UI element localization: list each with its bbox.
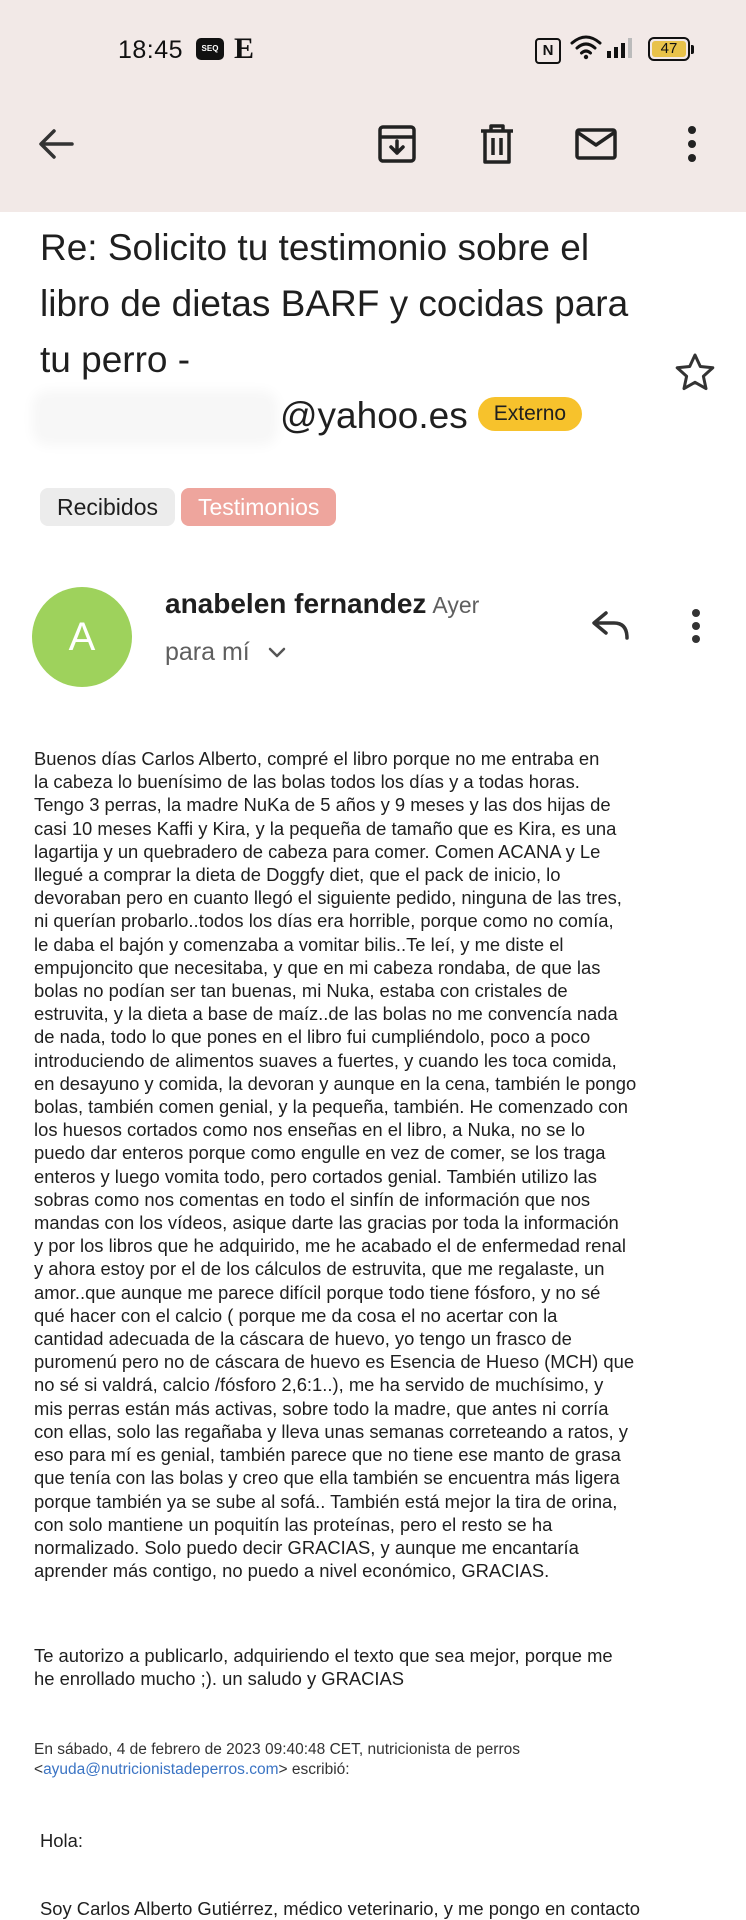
quoted-header: En sábado, 4 de febrero de 2023 09:40:48 CET, nutricionista de perros <ayuda@nutricionistadeperros.com> escribió: — [34, 1741, 520, 1778]
redacted-sender-address — [40, 398, 270, 438]
more-vertical-icon — [686, 125, 698, 163]
star-icon — [674, 352, 716, 392]
message-more-button[interactable] — [690, 608, 702, 649]
sender-domain: @yahoo.es — [280, 395, 468, 436]
wifi-icon — [570, 34, 602, 60]
email-body-paragraph: Buenos días Carlos Alberto, compré el libro porque no me entraba en la cabeza lo buenísimo de las bolas todos los días y a todas horas. Tengo 3 perras, la madre NuKa de 5 años y 9 meses y las dos hijas de casi 10 meses Kaffi y Kira, y la pequeña de tamaño que es Kira, es una lagartija y un quebradero de cabeza para comer. Comen ACANA y Le llegué a comprar la dieta de Doggfy diet, que el pack de inicio, lo devoraban pero en cuanto llegó el siguiente pedido, ninguna de las tres, ni querían probarlo..todos los días era horrible, porque como no comía, le daba el bajón y comenzaba a vomitar bilis..Te leí, y me diste el empujoncito que necesitaba, y que en mi cabeza rondaba, de que las bolas no podían ser tan buenas, mi Nuka, estaba con cristales de estruvita, y la dieta a base de maíz..de las bolas no me convencía nada de nada, todo lo que pones en el libro fui cumpliéndolo, poco a poco introduciendo de alimentos suaves a fuertes, y cuando les toca comida, en desayuno y comida, la devoran y aunque en la cena, también le pongo bolas, también comen genial, y la pequeña, también. He comenzado con los huesos cortados como nos enseñas en el libro, a Nuka, no se lo puedo dar enteros porque como engulle en vez de comer, se los traga enteros y luego vomita todo, pero cortados genial. También utilizo las sobras como nos comentas en todo el sinfín de información que nos mandas con los vídeos, asique darte las gracias por toda la información y por los libros que he adquirido, me he acabado el de enfermedad renal y ahora estoy por el de los cálculos de estruvita, que me regalaste, un amor..que aunque me parece difícil porque todo tiene fósforo, y no sé qué hacer con el calcio ( porque me da cosa el no acertar con la cantidad adecuada de la cáscara de huevo, yo tengo un frasco de puromenú pero no de cáscara de huevo es Esencia de Hueso (MCH) que no sé si valdrá, calcio /fósforo 2,6:1..), me ha servido de muchísimo, y mis perras están más activas, sobre todo la madre, que antes ni corría con ellas, solo las regañaba y lleva unas semanas correteando a ratos, y eso para mí es genial, también parece que no tiene ese manto de grasa que tenía con las bolas y creo que ella también se encuentra más ligera porque también ya se sube al sofá.. También está mejor la tira de orina, con solo mantiene un poquitín las proteínas, pero el resto se ha normalizado. Solo puedo decir GRACIAS, y aunque me encantaría aprender más contigo, no puedo a nivel económico, GRACIAS. — [34, 748, 637, 1582]
battery-icon — [648, 37, 690, 61]
status-bar — [0, 0, 746, 100]
status-time: 18:45 — [118, 36, 184, 64]
more-options-button[interactable] — [668, 120, 716, 168]
reply-button[interactable] — [590, 608, 632, 647]
sender-name: anabelen fernandez — [165, 588, 427, 619]
quote-email-link[interactable]: ayuda@nutricionistadeperros.com — [43, 1761, 279, 1778]
email-subject — [40, 220, 640, 444]
battery-level: 47 — [660, 40, 678, 57]
archive-button[interactable] — [373, 120, 421, 168]
star-button[interactable] — [674, 352, 716, 397]
delete-button[interactable] — [473, 120, 521, 168]
back-button[interactable] — [32, 120, 80, 168]
subject-text: Re: Solicito tu testimonio sobre el libro de dietas BARF y cocidas para tu perro - — [40, 227, 629, 380]
more-vertical-icon — [690, 608, 702, 644]
email-body-authorization: Te autorizo a publicarlo, adquiriendo el texto que sea mejor, porque me he enrollado mucho ;). un saludo y GRACIAS — [34, 1645, 613, 1690]
top-app-bar — [0, 0, 746, 212]
signal-icon — [606, 36, 636, 60]
email-time: Ayer — [432, 592, 480, 618]
label-chips — [40, 488, 342, 526]
quoted-greeting: Hola: — [40, 1830, 83, 1851]
mail-icon — [574, 127, 618, 161]
seq-app-icon: SEQ — [196, 38, 224, 60]
quote-header-text: En sábado, 4 de febrero de 2023 09:40:48 CET, nutricionista de perros — [34, 1741, 520, 1758]
sender-avatar[interactable]: A — [32, 587, 132, 687]
trash-icon — [478, 123, 516, 165]
label-chip-inbox[interactable]: Recibidos — [40, 488, 175, 526]
recipient-label: para mí — [165, 638, 250, 666]
arrow-left-icon — [37, 127, 75, 161]
label-chip-testimonios[interactable]: Testimonios — [181, 488, 336, 526]
mark-unread-button[interactable] — [572, 120, 620, 168]
archive-icon — [376, 123, 418, 165]
reply-icon — [590, 608, 632, 642]
nfc-icon: N — [535, 38, 561, 64]
external-badge: Externo — [478, 397, 582, 431]
sender-line — [165, 588, 479, 620]
quote-wrote: escribió: — [291, 1761, 350, 1778]
quoted-intro-line: Soy Carlos Alberto Gutiérrez, médico veterinario, y me pongo en contacto — [40, 1898, 641, 1919]
chevron-down-icon — [267, 646, 287, 660]
recipient-details-toggle[interactable] — [165, 638, 287, 667]
e-app-icon: E — [234, 32, 255, 65]
